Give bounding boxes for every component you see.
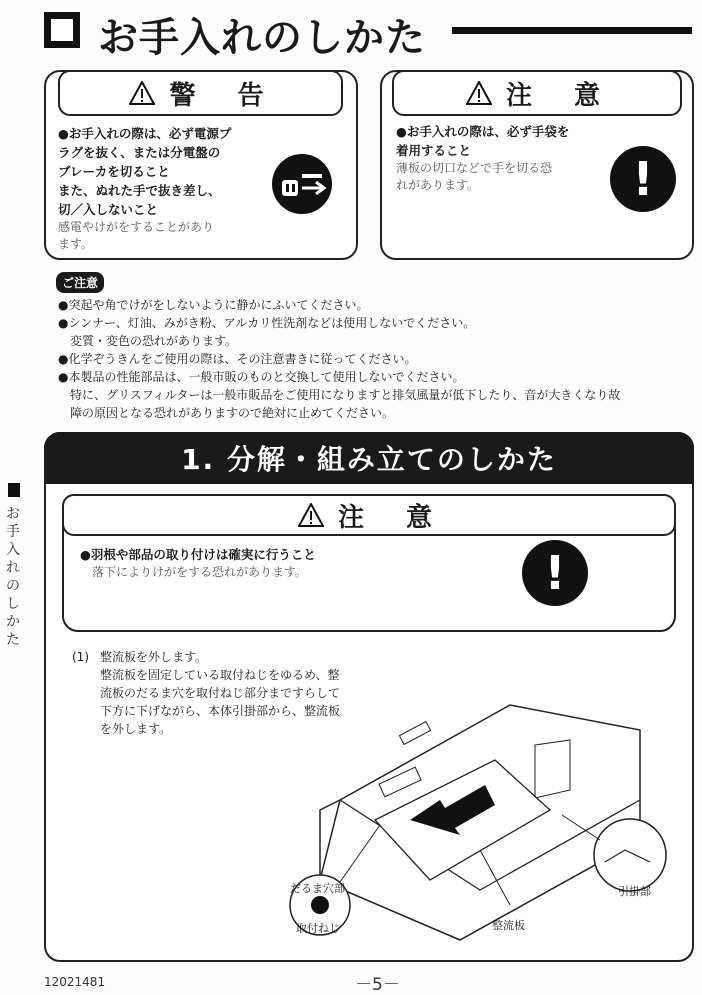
warning-detail: ます。 bbox=[58, 237, 94, 251]
caution-text bbox=[396, 122, 606, 194]
section-caution-title-box bbox=[62, 494, 676, 536]
note-line: 変質・変色の恐れがあります。 bbox=[58, 334, 238, 348]
header-square-icon bbox=[44, 12, 80, 48]
warning-triangle-icon bbox=[466, 81, 492, 105]
step-line: を外します。 bbox=[100, 722, 172, 736]
note-line: ●シンナー、灯油、みがき粉、アルカリ性洗剤などは使用しないでください。 bbox=[58, 316, 476, 330]
side-char: の bbox=[6, 578, 20, 594]
step-number: (1) bbox=[72, 650, 89, 664]
warning-triangle-icon bbox=[129, 81, 155, 105]
side-char: た bbox=[6, 632, 20, 648]
side-char: お bbox=[6, 506, 20, 522]
document-code: 12021481 bbox=[44, 975, 106, 989]
page-number: －5－ bbox=[355, 975, 400, 995]
step-line: 整流板を固定している取付ねじをゆるめ、整 bbox=[100, 668, 340, 682]
step-line: 整流板を外します。 bbox=[100, 650, 208, 664]
side-char: か bbox=[6, 614, 20, 630]
warning-line: 切／入しないこと bbox=[58, 202, 159, 217]
warning-triangle-icon bbox=[298, 503, 324, 527]
caution-detail: 薄板の切口などで手を切る恐 bbox=[396, 161, 553, 175]
step-line: 下方に下げながら、本体引掛部から、整流板 bbox=[100, 704, 341, 718]
warning-line: ラグを抜く、または分電盤の bbox=[58, 145, 221, 160]
section-title: 1. 分解・組み立てのしかた bbox=[44, 432, 694, 484]
caution-line: 着用すること bbox=[396, 143, 472, 158]
range-hood-diagram bbox=[280, 690, 690, 950]
label-hook: 引掛部 bbox=[618, 885, 651, 898]
side-char: れ bbox=[6, 560, 20, 576]
note-line: ●本製品の性能部品は、一般市販のものと交換して使用しないでください。 bbox=[58, 370, 465, 384]
warning-line: また、ぬれた手で抜き差し、 bbox=[58, 183, 221, 198]
caution-detail: れがあります。 bbox=[396, 178, 480, 192]
side-char: 入 bbox=[6, 542, 20, 558]
section-caution-title: 注 意 bbox=[337, 502, 440, 533]
exclamation-icon: ! bbox=[522, 540, 588, 606]
warning-line: ●お手入れの際は、必ず電源プ bbox=[58, 126, 232, 141]
caution-title-box bbox=[392, 70, 682, 116]
side-char: 手 bbox=[6, 524, 20, 540]
note-line: 障の原因となる恐れがありますので絶対に止めてください。 bbox=[58, 406, 395, 420]
warning-line: ブレーカを切ること bbox=[58, 164, 170, 179]
side-tab-mark bbox=[8, 483, 20, 497]
caution-title: 注 意 bbox=[505, 80, 608, 111]
header-rule bbox=[452, 27, 692, 34]
note-line: ●突起や角でけがをしないように静かにふいてください。 bbox=[58, 298, 369, 312]
caution-line: ●お手入れの際は、必ず手袋を bbox=[396, 124, 570, 139]
warning-title: 警 告 bbox=[169, 80, 272, 111]
unplug-icon bbox=[272, 154, 332, 214]
side-tab-label bbox=[4, 505, 22, 649]
label-rectifier-plate: 整流板 bbox=[492, 919, 525, 932]
notes-list bbox=[58, 296, 620, 422]
warning-text bbox=[58, 124, 258, 253]
note-line: 特に、グリスフィルターは一般市販品をご使用になりますと排気風量が低下したり、音が大きくなり故 bbox=[58, 388, 621, 402]
page-title: お手入れのしかた bbox=[98, 15, 426, 61]
step-line: 流板のだるま穴を取付ねじ部分まですらして bbox=[100, 686, 341, 700]
section-caution-detail: 落下によりけがをする恐れがあります。 bbox=[80, 565, 308, 579]
section-caution-line: ●羽根や部品の取り付けは確実に行うこと bbox=[80, 547, 316, 562]
notes-badge: ご注意 bbox=[56, 272, 104, 293]
note-line: ●化学ぞうきんをご使用の際は、その注意書きに従ってください。 bbox=[58, 352, 417, 366]
label-daruma-hole: だるま穴部 bbox=[290, 882, 345, 895]
side-char: し bbox=[6, 596, 20, 612]
label-mounting-screw: 取付ねじ bbox=[296, 922, 340, 935]
exclamation-icon: ! bbox=[610, 146, 676, 212]
warning-detail: 感電やけがをすることがあり bbox=[58, 220, 215, 234]
warning-title-box bbox=[58, 70, 343, 116]
